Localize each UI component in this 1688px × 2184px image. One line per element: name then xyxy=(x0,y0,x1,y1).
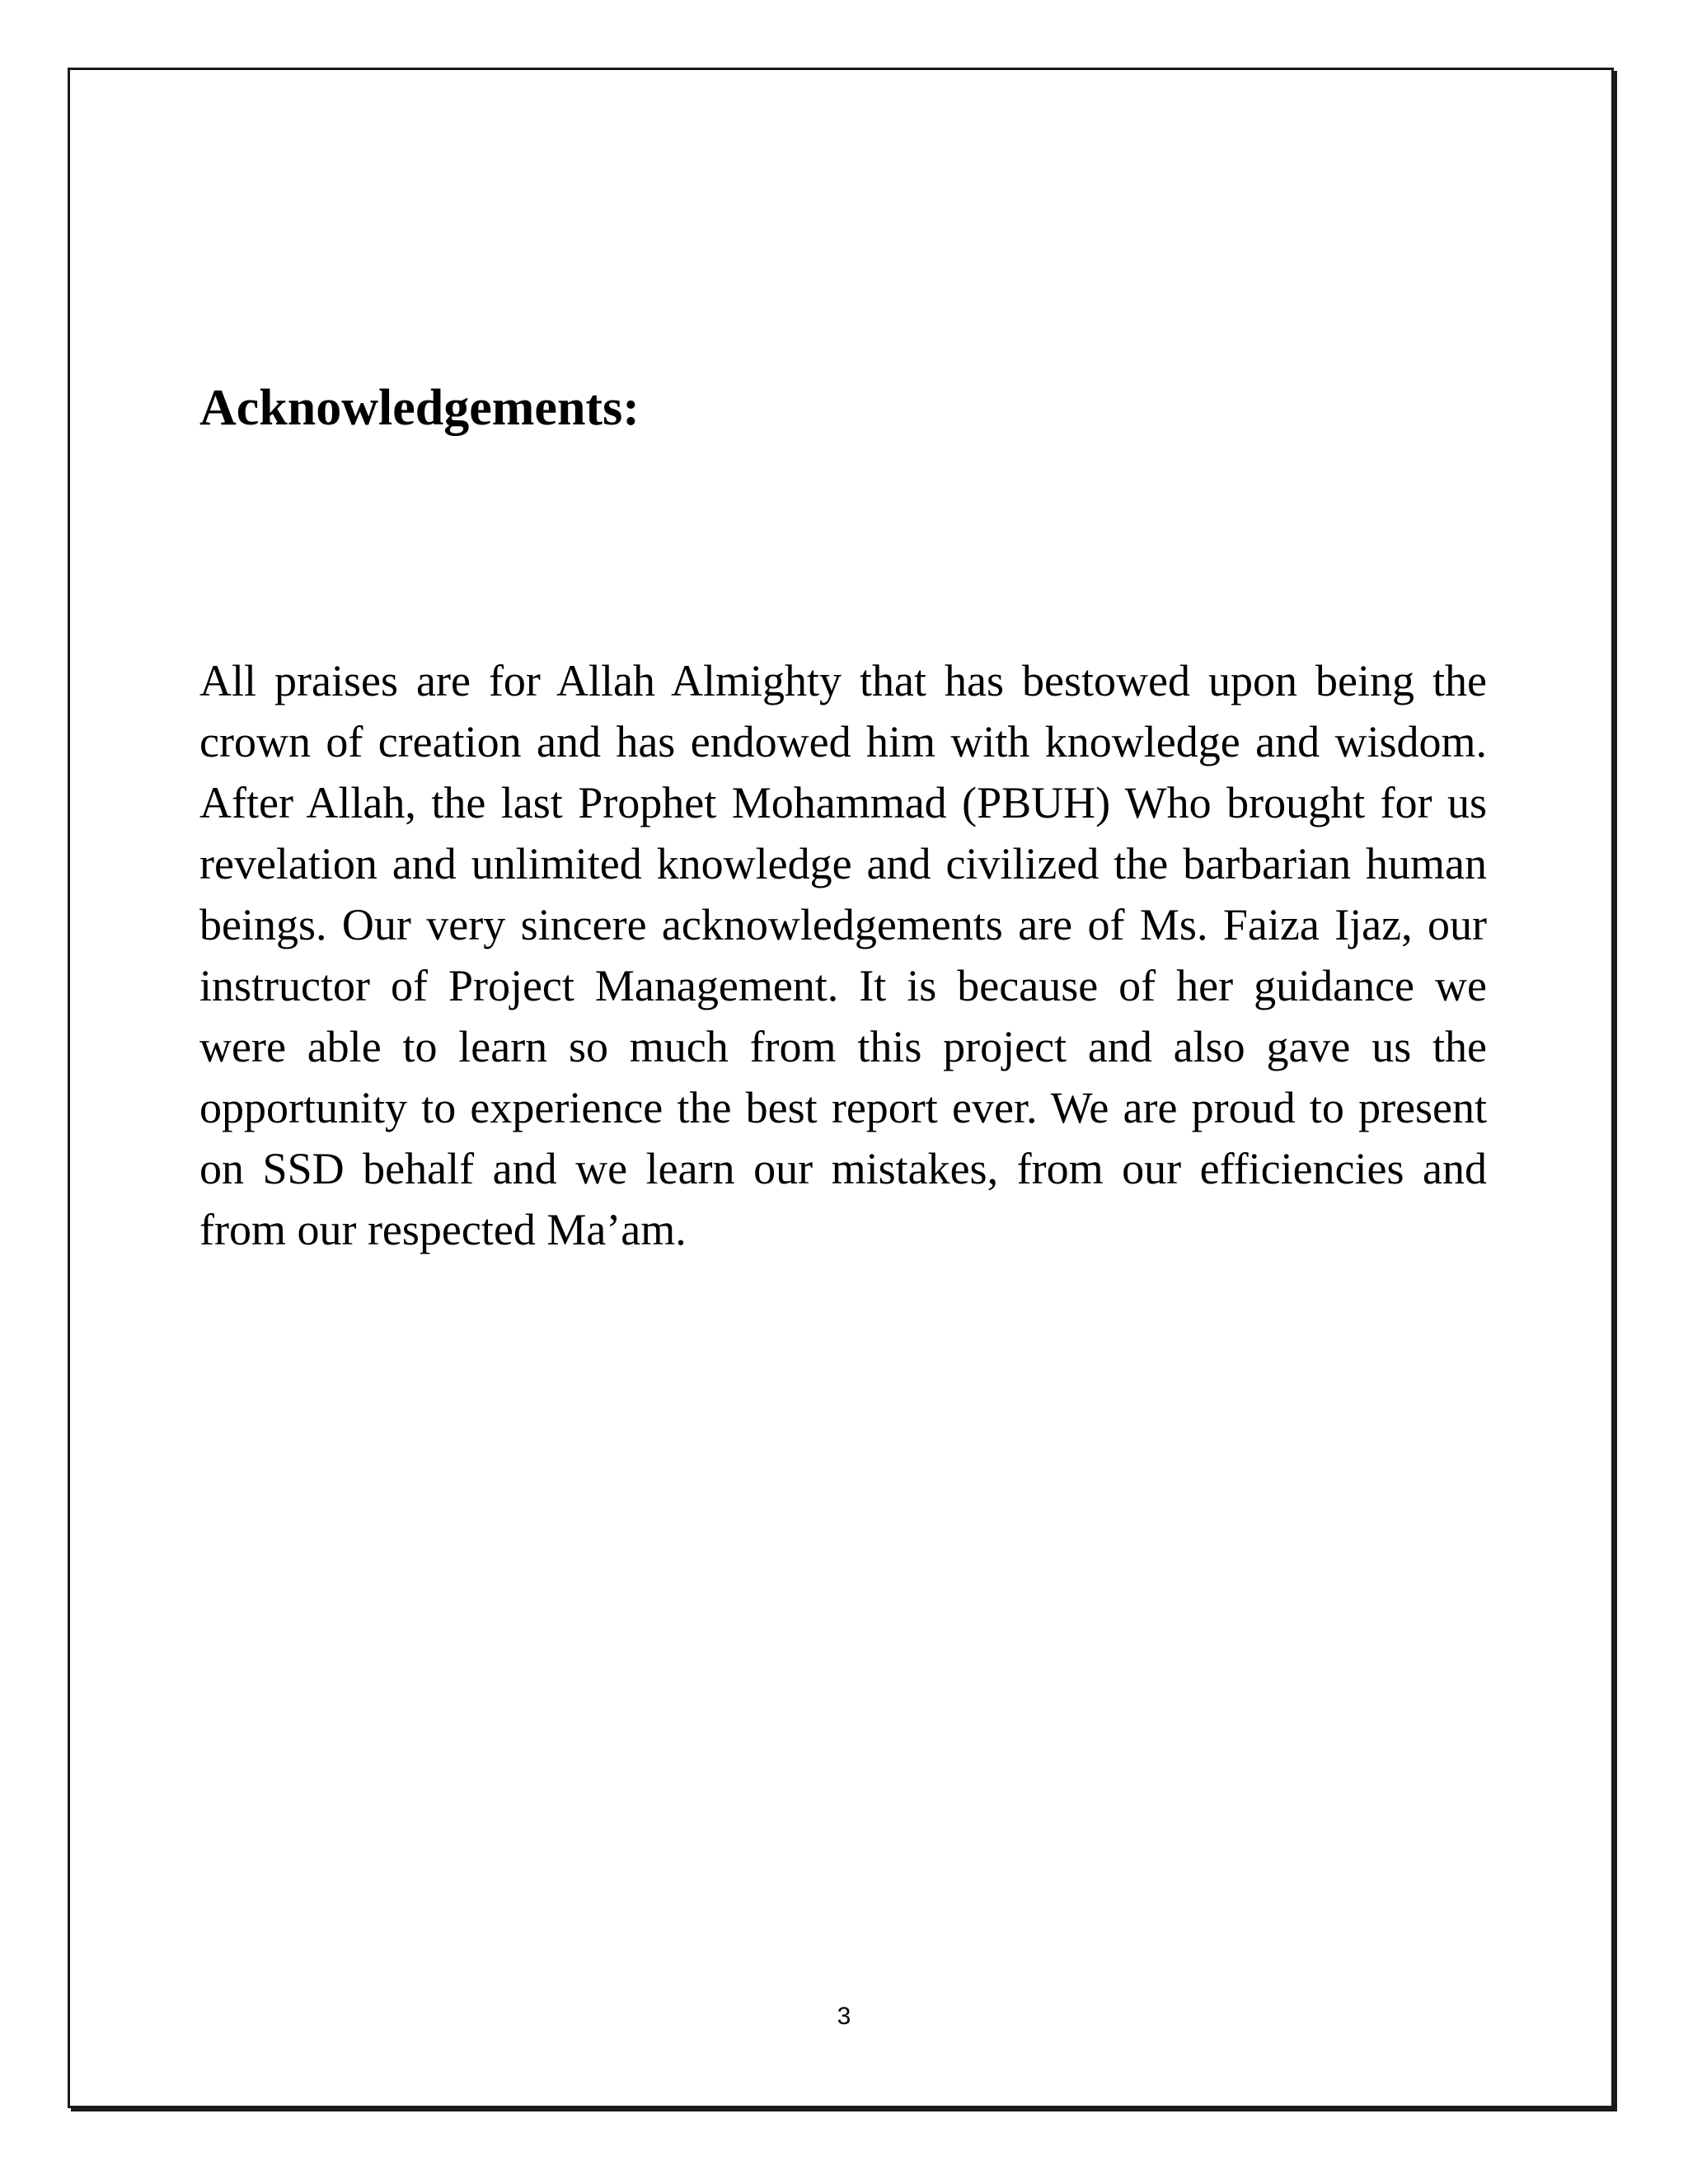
acknowledgement-paragraph: All praises are for Allah Almighty that has bestowed upon being the crown of creation and has endowed him with knowledge and wisdom. After Allah, the last Prophet Mohammad (PBUH) Who brought for us revelation and unlimited knowledge and civilized the barbarian human beings. Our very sincere acknowledgements are of Ms. Faiza Ijaz, our instructor of Project Management. It is because of her guidance we were able to learn so much from this project and also gave us the opportunity to experience the best report ever. We are proud to present on SSD behalf and we learn our mistakes, from our efficiencies and from our respected Ma’am. xyxy=(199,656,1487,1254)
page-number: 3 xyxy=(837,2003,851,2030)
page-title: Acknowledgements: xyxy=(199,380,640,436)
